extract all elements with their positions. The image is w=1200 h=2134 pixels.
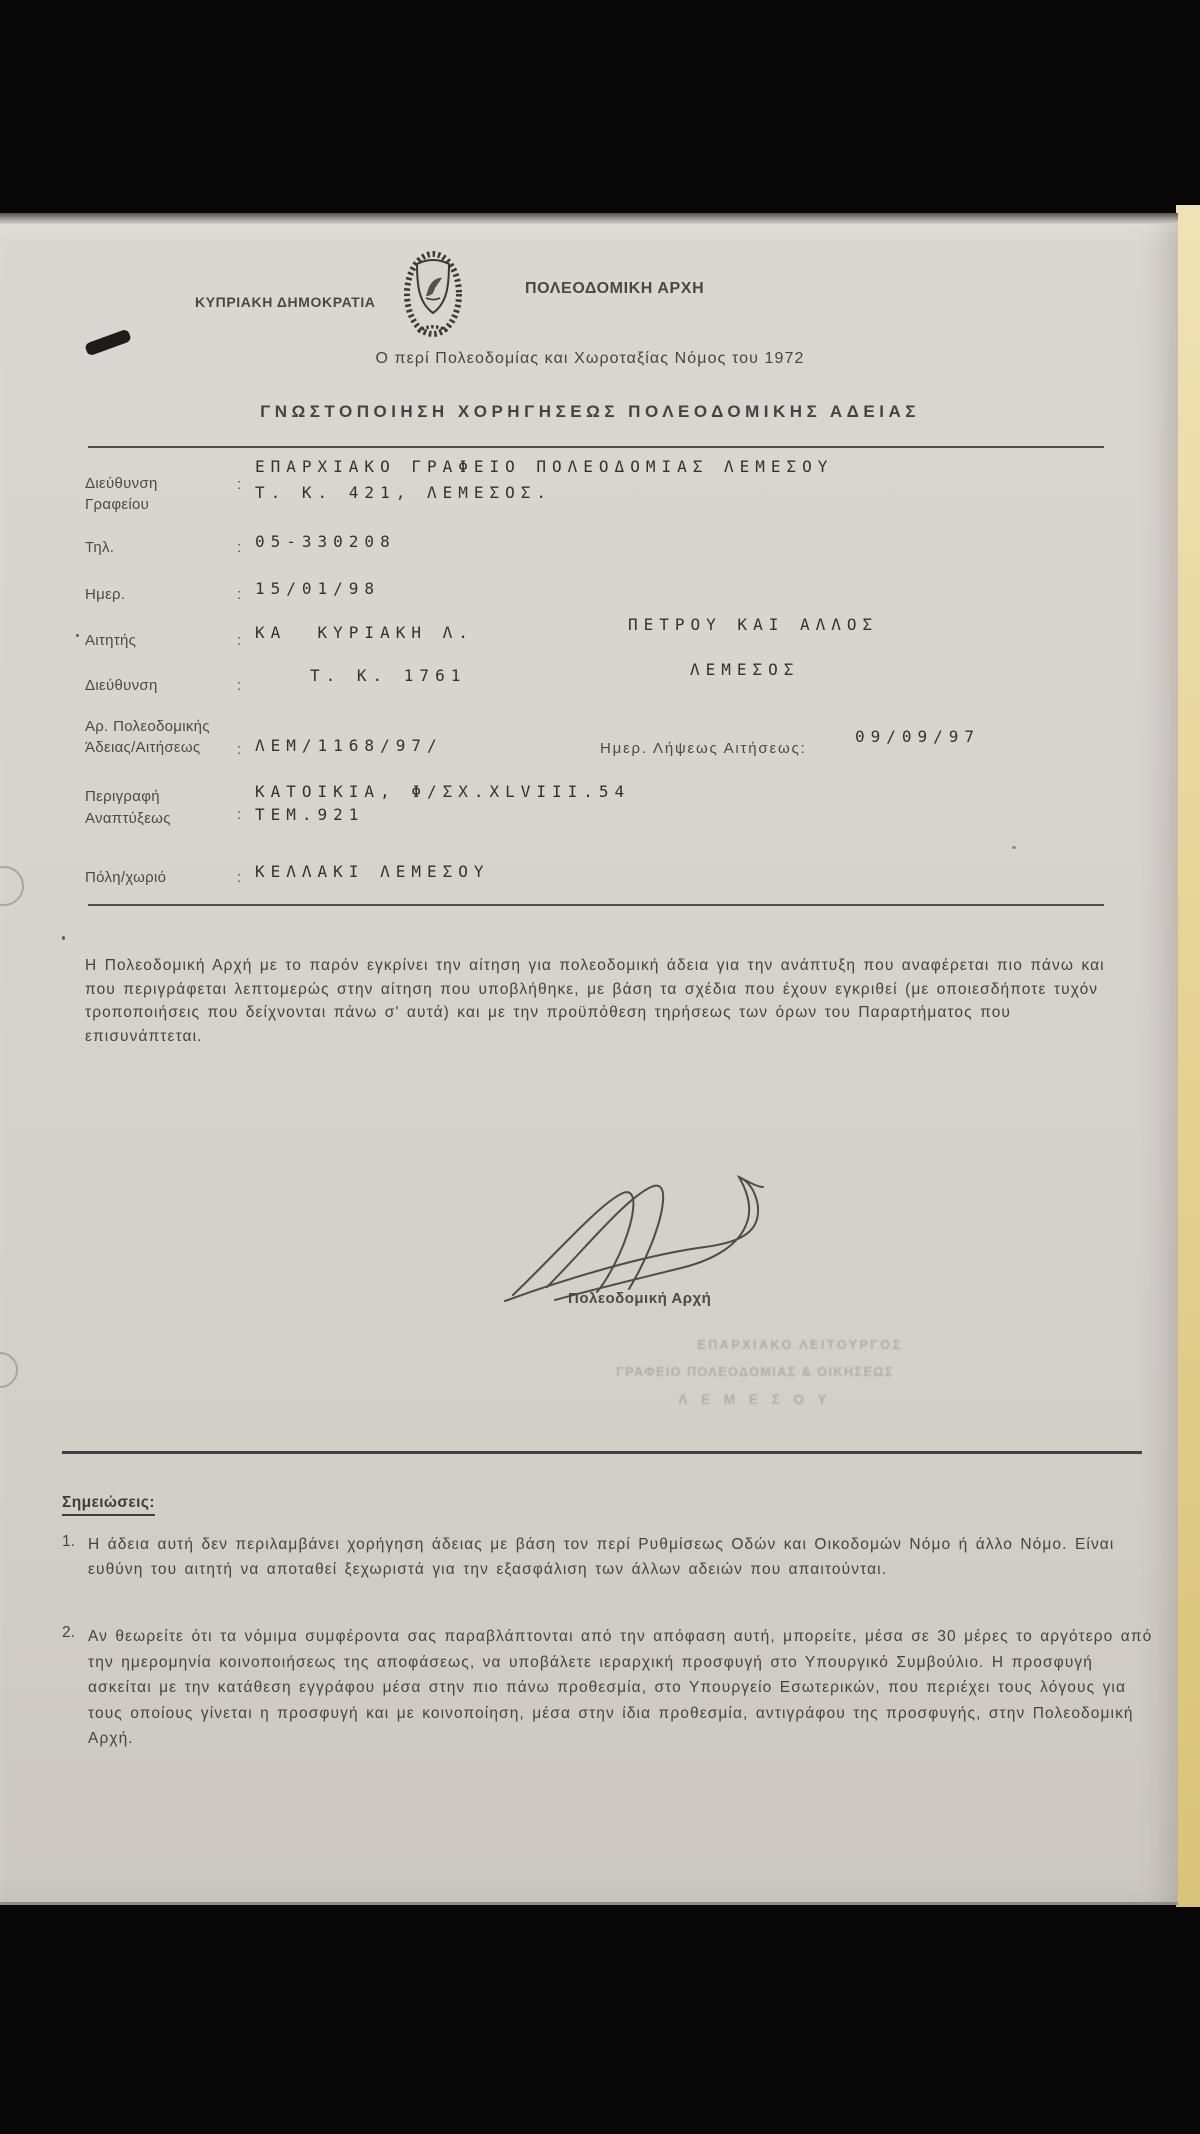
permit-label-line1: Αρ. Πολεοδομικής xyxy=(85,718,210,735)
permit-number-value: ΛΕΜ/1168/97/ xyxy=(255,736,443,755)
stamp-line: Λ Ε Μ Ε Σ Ο Υ xyxy=(678,1392,832,1407)
applicant-label: Αιτητής xyxy=(85,632,137,649)
stamp-line: ΕΠΑΡΧΙΑΚΟ ΛΕΙΤΟΥΡΓΟΣ xyxy=(697,1338,903,1352)
ink-speck xyxy=(1012,846,1016,849)
divider-line xyxy=(88,904,1104,906)
received-date-value: 09/09/97 xyxy=(855,727,981,746)
colon: : xyxy=(237,476,242,493)
development-value-line1: ΚΑΤΟΙΚΙΑ, Φ/ΣΧ.XLVIII.54 xyxy=(255,782,631,801)
notes-heading: Σημειώσεις: xyxy=(62,1494,155,1516)
ink-speck xyxy=(62,936,65,940)
office-label-line2: Γραφείου xyxy=(85,496,150,513)
colon: : xyxy=(237,869,242,886)
town-label: Πόλη/χωριό xyxy=(85,869,167,886)
republic-title: ΚΥΠΡΙΑΚΗ ΔΗΜΟΚΡΑΤΙΑ xyxy=(195,294,376,310)
town-value: ΚΕΛΛΑΚΙ ΛΕΜΕΣΟΥ xyxy=(255,862,490,881)
office-label-line1: Διεύθυνση xyxy=(85,475,158,492)
cyprus-coat-of-arms-icon xyxy=(402,248,464,344)
applicant-value-right: ΠΕΤΡΟΥ ΚΑΙ ΑΛΛΟΣ xyxy=(628,615,879,634)
address-label: Διεύθυνση xyxy=(85,677,158,694)
authority-title: ΠΟΛΕΟΔΟΜΙΚΗ ΑΡΧΗ xyxy=(525,280,705,297)
colon: : xyxy=(237,741,242,758)
received-date-label: Ημερ. Λήψεως Αιτήσεως: xyxy=(600,740,807,757)
table-edge-strip xyxy=(1176,205,1200,1907)
date-value: 15/01/98 xyxy=(255,579,381,598)
development-label-line2: Αναπτύξεως xyxy=(85,810,171,827)
note-number: 1. xyxy=(62,1533,75,1550)
phone-value: 05-330208 xyxy=(255,532,396,551)
office-value-line2: Τ. Κ. 421, ΛΕΜΕΣΟΣ. xyxy=(255,483,553,502)
divider-line xyxy=(62,1451,1142,1454)
address-value: Τ. Κ. 1761 xyxy=(310,666,467,685)
colon: : xyxy=(237,539,242,556)
document-title: ΓΝΩΣΤΟΠΟΙΗΣΗ ΧΟΡΗΓΗΣΕΩΣ ΠΟΛΕΟΔΟΜΙΚΗΣ ΑΔΕΙΑΣ xyxy=(260,402,920,421)
colon: : xyxy=(237,586,242,603)
document-page xyxy=(0,224,1178,1905)
approval-paragraph: Η Πολεοδομική Αρχή με το παρόν εγκρίνει την αίτηση για πολεοδομική άδεια για την ανάπτυξη που αναφέρεται πιο πάνω και που περιγράφεται λεπτομερώς στην αίτηση που υποβλήθηκε, με βάση τα σχέδια που έχουν εγκριθεί (με οποιεσδήποτε τυχόν τροποποιήσεις που δείχνονται πάνω σ' αυτά) και με την προϋπόθεση τηρήσεως των όρων του Παραρτήματος που επισυνάπτεται. xyxy=(85,957,1105,1045)
divider-line xyxy=(88,446,1104,448)
stamp-line: ΓΡΑΦΕΙΟ ΠΟΛΕΟΔΟΜΙΑΣ & ΟΙΚΗΣΕΩΣ xyxy=(616,1365,894,1379)
colon: : xyxy=(237,677,242,694)
development-label-line1: Περιγραφή xyxy=(85,788,160,805)
hole-punch xyxy=(0,866,24,906)
date-label: Ημερ. xyxy=(85,586,126,603)
office-stamp xyxy=(560,1332,950,1413)
hole-punch xyxy=(0,1352,18,1388)
development-value-line2: ΤΕΜ.921 xyxy=(255,805,365,824)
ink-speck xyxy=(76,634,79,637)
note-text: Η άδεια αυτή δεν περιλαμβάνει χορήγηση άδειας με βάση τον περί Ρυθμίσεως Οδών και Οικοδομών Νόμο ή άλλο Νόμο. Είναι ευθύνη του αιτητή να αποταθεί ξεχωριστά για την εξασφάλιση των άλλων αδειών που απαιτούνται. xyxy=(88,1536,1115,1578)
office-value-line1: ΕΠΑΡΧΙΑΚΟ ΓΡΑΦΕΙΟ ΠΟΛΕΟΔΟΜΙΑΣ ΛΕΜΕΣΟΥ xyxy=(255,457,834,476)
note-text: Αν θεωρείτε ότι τα νόμιμα συμφέροντα σας παραβλάπτονται από την απόφαση αυτή, μπορείτε, μέσα σε 30 μέρες το αργότερο από την ημερομηνία κοινοποιήσεως της αποφάσεως, να υποβάλετε ιεραρχική προσφυγή στο Υπουργικό Συμβούλιο. Η προσφυγή ασκείται με την κατάθεση εγγράφου μέσα στην πιο πάνω προθεσμία, στο Υπουργείο Εσωτερικών, που περιέχει τους λόγους για τους οποίους γίνεται η προσφυγή και με κοινοποίηση, μέσα στην ίδια προθεσμία, αντιγράφου της προσφυγής, στην Πολεοδομική Αρχή. xyxy=(88,1628,1153,1747)
colon: : xyxy=(237,632,242,649)
colon: : xyxy=(237,806,242,823)
address-value-right: ΛΕΜΕΣΟΣ xyxy=(690,660,800,679)
signature-caption: Πολεοδομική Αρχή xyxy=(568,1290,712,1307)
law-line: Ο περί Πολεοδομίας και Χωροταξίας Νόμος του 1972 xyxy=(375,350,805,367)
phone-label: Τηλ. xyxy=(85,539,115,556)
applicant-value: ΚΑ ΚΥΡΙΑΚΗ Λ. xyxy=(255,623,474,642)
note-number: 2. xyxy=(62,1624,75,1641)
paper-top-edge xyxy=(0,213,1178,224)
permit-label-line2: Άδειας/Αιτήσεως xyxy=(85,739,201,756)
